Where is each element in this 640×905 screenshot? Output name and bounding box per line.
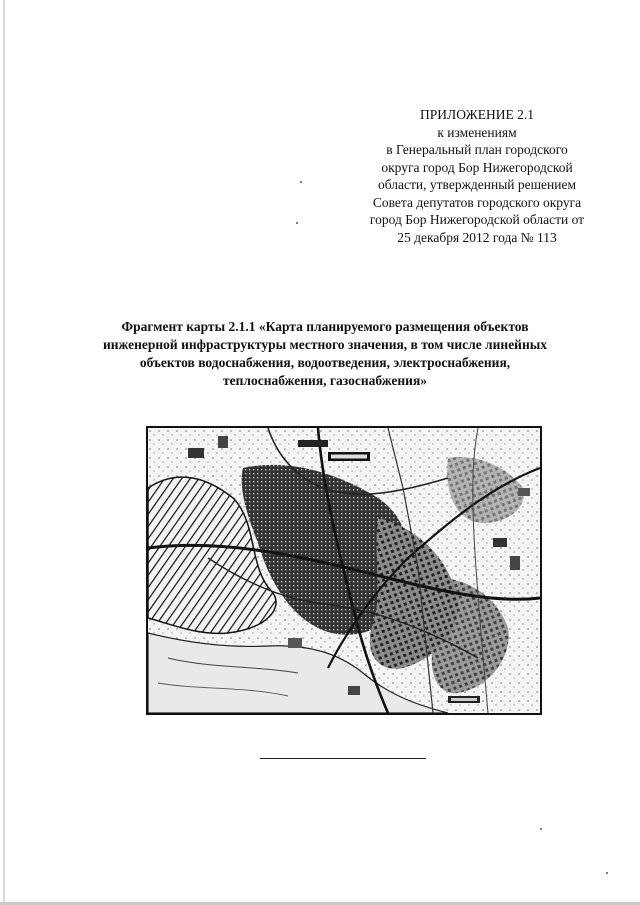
appendix-title: ПРИЛОЖЕНИЕ 2.1 [420, 107, 534, 122]
appendix-line: области, утвержденный решением [378, 177, 576, 192]
appendix-line: в Генеральный план городского [386, 142, 568, 157]
appendix-line: округа город Бор Нижегородской [381, 159, 573, 175]
appendix-header [336, 106, 618, 246]
scan-speck [296, 222, 298, 224]
appendix-line: город Бор Нижегородской области от [369, 212, 585, 227]
appendix-line: Совета депутатов городского округа [372, 194, 582, 210]
scan-edge [3, 0, 5, 905]
caption-line: теплоснабжения, газоснабжения» [223, 373, 427, 388]
caption-line: инженерной инфраструктуры местного значения, в том числе линейных [102, 337, 548, 352]
map-image [146, 426, 542, 715]
scan-speck [606, 872, 608, 874]
map-caption [80, 318, 570, 390]
appendix-line: 25 декабря 2012 года № 113 [397, 229, 557, 245]
appendix-line: к изменениям [437, 124, 517, 140]
divider-line [260, 758, 426, 759]
scan-speck [300, 181, 302, 183]
caption-line: объектов водоснабжения, водоотведения, электроснабжения, [139, 355, 511, 370]
map-drawing [148, 428, 540, 713]
scan-speck [540, 828, 542, 830]
caption-line: Фрагмент карты 2.1.1 «Карта планируемого размещения объектов [121, 319, 529, 334]
